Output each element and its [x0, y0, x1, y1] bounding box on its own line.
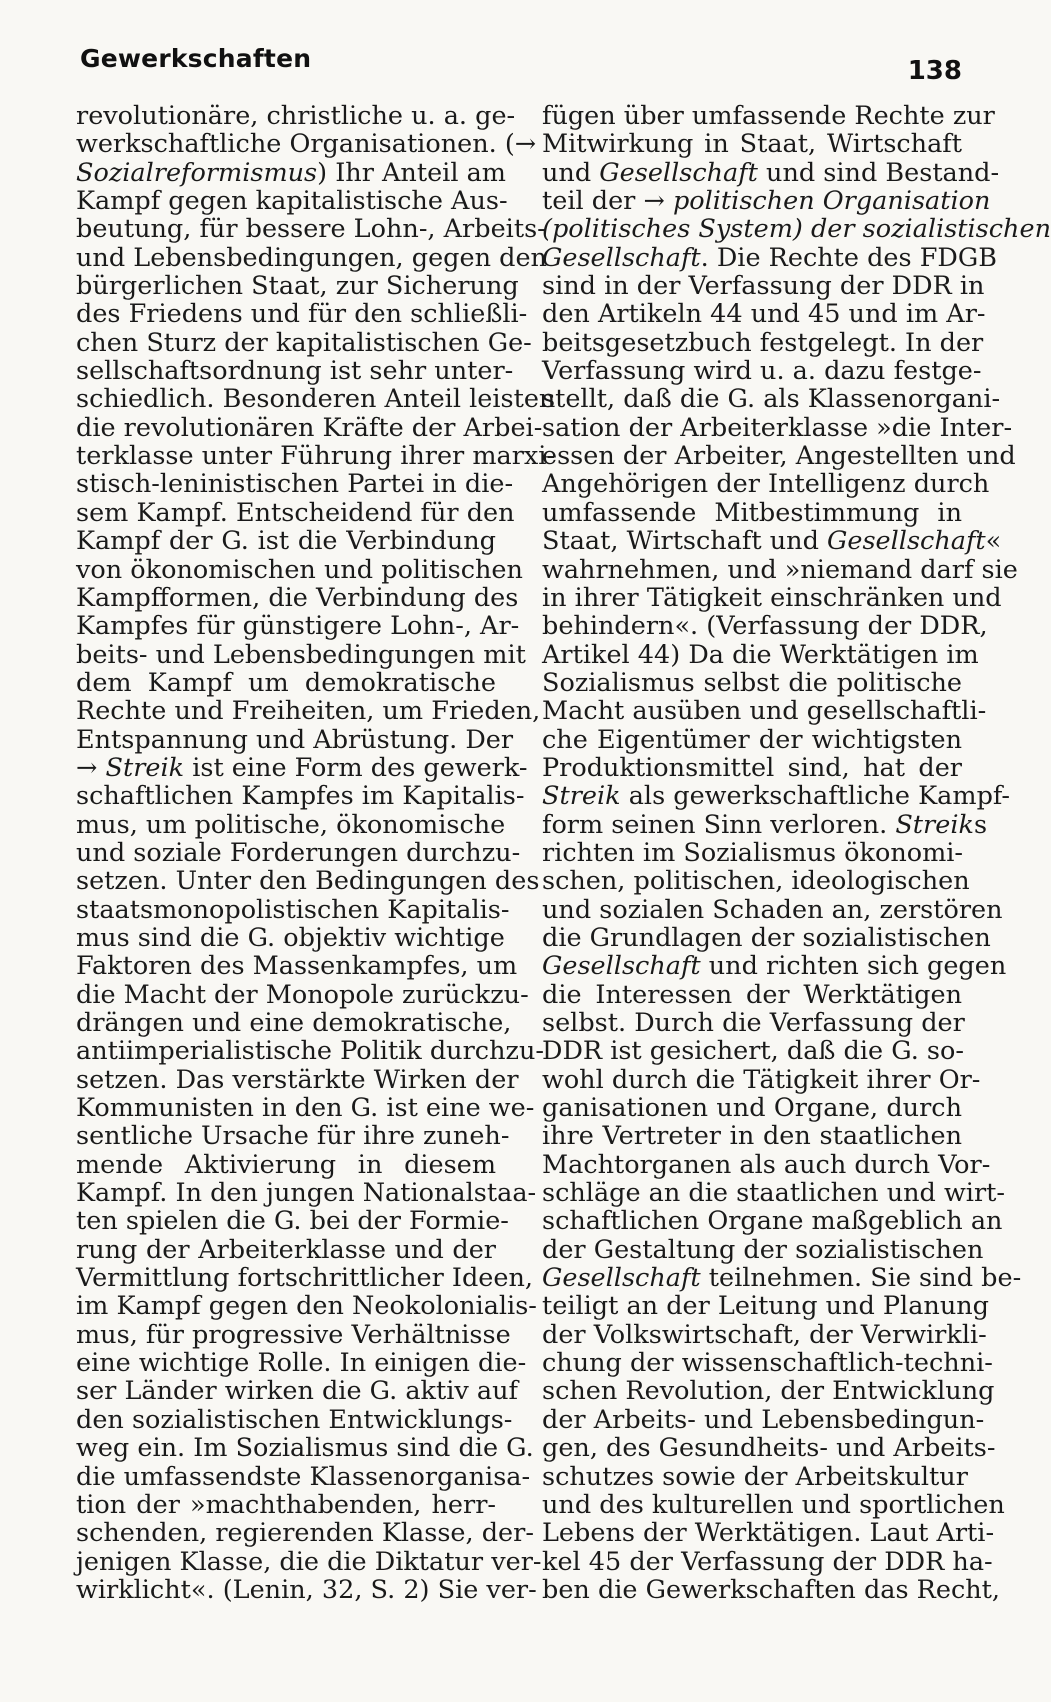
text-line: sellschaftsordnung ist sehr unter-: [76, 356, 514, 387]
text-line: schutzes sowie der Arbeitskultur: [542, 1461, 968, 1492]
text-line: wirklicht«. (Lenin, 32, S. 2) Sie ver-: [76, 1574, 537, 1605]
text-line: Staat, Wirtschaft und Gesellschaft«: [542, 526, 1002, 557]
text-line: Macht ausüben und gesellschaftli-: [542, 696, 987, 727]
text-line: und sozialen Schaden an, zerstören: [542, 894, 1003, 925]
text-line: beutung, für bessere Lohn-, Arbeits-: [76, 214, 546, 245]
text-line: bürgerlichen Staat, zur Sicherung: [76, 271, 519, 302]
text-line: tion der »machthabenden, herr-: [76, 1489, 496, 1520]
text-line: ben die Gewerkschaften das Recht,: [542, 1574, 1001, 1605]
text-line: richten im Sozialismus ökonomi-: [542, 837, 964, 868]
text-line: Faktoren des Massenkampfes, um: [76, 951, 518, 982]
text-line: schiedlich. Besonderen Anteil leisten: [76, 384, 556, 415]
text-line: schen Revolution, der Entwicklung: [542, 1376, 995, 1407]
text-line: weg ein. Im Sozialismus sind die G.: [76, 1433, 534, 1464]
text-line: Produktionsmittel sind, hat der: [542, 752, 962, 783]
text-line: den sozialistischen Entwicklungs-: [76, 1404, 513, 1435]
text-line: schläge an die staatlichen und wirt-: [542, 1178, 1006, 1209]
text-line: teil der → politischen Organisation: [542, 186, 991, 217]
text-line: ihre Vertreter in den staatlichen: [542, 1121, 962, 1152]
text-line: drängen und eine demokratische,: [76, 1008, 512, 1038]
text-line: Gesellschaft. Die Rechte des FDGB: [542, 242, 997, 273]
text-line: mende Aktivierung in diesem: [76, 1149, 496, 1180]
text-line: Kampf der G. ist die Verbindung: [76, 526, 496, 557]
text-line: Kommunisten in den G. ist eine we-: [76, 1093, 535, 1124]
page-number: 138: [907, 56, 962, 86]
text-line: essen der Arbeiter, Angestellten und: [542, 441, 1016, 472]
text-line: Kampf gegen kapitalistische Aus-: [76, 186, 508, 217]
running-head: Gewerkschaften: [80, 44, 312, 73]
text-line: die revolutionären Kräfte der Arbei-: [76, 412, 543, 443]
text-line: der Gestaltung der sozialistischen: [542, 1234, 984, 1265]
text-line: revolutionäre, christliche u. a. ge-: [76, 101, 516, 131]
text-line: Machtorganen als auch durch Vor-: [542, 1149, 991, 1180]
text-line: ganisationen und Organe, durch: [542, 1093, 962, 1124]
text-line: die Macht der Monopole zurückzu-: [76, 979, 529, 1010]
text-line: Rechte und Freiheiten, um Frieden,: [76, 696, 541, 727]
text-line: beitsgesetzbuch festgelegt. In der: [542, 327, 984, 358]
text-line: setzen. Das verstärkte Wirken der: [76, 1064, 519, 1095]
text-line: rung der Arbeiterklasse und der: [76, 1234, 496, 1265]
text-line: Lebens der Werktätigen. Laut Arti-: [542, 1518, 995, 1549]
text-line: eine wichtige Rolle. In einigen die-: [76, 1348, 527, 1379]
text-column-right: [542, 101, 1051, 1605]
text-line: Gesellschaft und richten sich gegen: [542, 951, 1007, 982]
text-line: wohl durch die Tätigkeit ihrer Or-: [542, 1064, 981, 1095]
text-line: mus sind die G. objektiv wichtige: [76, 922, 505, 953]
text-line: der Arbeits- und Lebensbedingun-: [542, 1404, 985, 1435]
text-line: Verfassung wird u. a. dazu festge-: [542, 356, 982, 387]
text-line: stisch-leninistischen Partei in die-: [76, 469, 514, 500]
text-line: kel 45 der Verfassung der DDR ha-: [542, 1546, 993, 1577]
text-line: sind in der Verfassung der DDR in: [542, 271, 985, 302]
text-column-left: [76, 101, 556, 1605]
text-line: Entspannung und Abrüstung. Der: [76, 724, 514, 755]
text-line: werkschaftliche Organisationen. (→: [76, 129, 537, 160]
text-line: mus, um politische, ökonomische: [76, 809, 506, 840]
text-line: im Kampf gegen den Neokolonialis-: [76, 1291, 537, 1322]
text-line: chung der wissenschaftlich-techni-: [542, 1348, 993, 1379]
text-line: terklasse unter Führung ihrer marxi-: [76, 441, 556, 472]
text-line: und soziale Forderungen durchzu-: [76, 837, 521, 868]
text-line: schen, politischen, ideologischen: [542, 866, 970, 897]
text-line: umfassende Mitbestimmung in: [542, 497, 962, 528]
text-line: der Volkswirtschaft, der Verwirkli-: [542, 1319, 987, 1350]
text-line: die Grundlagen der sozialistischen: [542, 922, 991, 953]
text-line: antiimperialistische Politik durchzu-: [76, 1036, 544, 1067]
text-line: behindern«. (Verfassung der DDR,: [542, 611, 988, 642]
text-line: staatsmonopolistischen Kapitalis-: [76, 894, 510, 925]
text-line: Kampfes für günstigere Lohn-, Ar-: [76, 611, 520, 642]
text-line: Angehörigen der Intelligenz durch: [542, 469, 990, 500]
text-line: stellt, daß die G. als Klassenorgani-: [542, 384, 1001, 415]
text-line: teiligt an der Leitung und Planung: [542, 1291, 990, 1322]
text-line: (politisches System) der sozialistischen: [542, 214, 1051, 245]
text-line: sentliche Ursache für ihre zuneh-: [76, 1121, 510, 1152]
text-line: schenden, regierenden Klasse, der-: [76, 1518, 534, 1549]
text-line: von ökonomischen und politischen: [76, 554, 523, 585]
text-line: setzen. Unter den Bedingungen des: [76, 866, 540, 897]
text-line: ten spielen die G. bei der Formie-: [76, 1206, 509, 1237]
text-line: jenigen Klasse, die die Diktatur ver-: [76, 1546, 542, 1577]
text-line: schaftlichen Organe maßgeblich an: [542, 1206, 1003, 1237]
text-line: Streik als gewerkschaftliche Kampf-: [542, 781, 1011, 812]
text-line: Artikel 44) Da die Werktätigen im: [542, 639, 979, 670]
text-line: sem Kampf. Entscheidend für den: [76, 497, 515, 528]
text-line: DDR ist gesichert, daß die G. so-: [542, 1036, 964, 1067]
text-line: die umfassendste Klassenorganisa-: [76, 1461, 531, 1492]
text-line: → Streik ist eine Form des gewerk-: [76, 752, 528, 783]
text-line: des Friedens und für den schließli-: [76, 299, 528, 330]
text-line: Gesellschaft teilnehmen. Sie sind be-: [542, 1263, 1022, 1294]
text-line: und Gesellschaft und sind Bestand-: [542, 157, 1000, 188]
text-line: form seinen Sinn verloren. Streiks: [542, 809, 988, 840]
text-line: fügen über umfassende Rechte zur: [542, 101, 995, 131]
text-line: und des kulturellen und sportlichen: [542, 1489, 1005, 1520]
text-line: beits- und Lebensbedingungen mit: [76, 639, 526, 670]
text-line: gen, des Gesundheits- und Arbeits-: [542, 1433, 996, 1464]
text-line: Mitwirkung in Staat, Wirtschaft: [542, 129, 962, 160]
text-line: wahrnehmen, und »niemand darf sie: [542, 554, 1018, 585]
text-line: ser Länder wirken die G. aktiv auf: [76, 1376, 518, 1407]
text-line: mus, für progressive Verhältnisse: [76, 1319, 511, 1350]
text-line: sation der Arbeiterklasse »die Inter-: [542, 412, 1013, 443]
text-line: Sozialismus selbst die politische: [542, 667, 962, 698]
text-line: schaftlichen Kampfes im Kapitalis-: [76, 781, 525, 812]
text-line: dem Kampf um demokratische: [76, 667, 496, 698]
text-line: und Lebensbedingungen, gegen den: [76, 242, 547, 273]
text-line: Sozialreformismus) Ihr Anteil am: [76, 157, 506, 188]
text-line: chen Sturz der kapitalistischen Ge-: [76, 327, 532, 358]
text-line: selbst. Durch die Verfassung der: [542, 1008, 965, 1038]
text-line: den Artikeln 44 und 45 und im Ar-: [542, 299, 986, 330]
text-line: Vermittlung fortschrittlicher Ideen,: [76, 1263, 533, 1294]
text-line: che Eigentümer der wichtigsten: [542, 724, 962, 755]
text-line: in ihrer Tätigkeit einschränken und: [542, 582, 1002, 613]
text-line: Kampfformen, die Verbindung des: [76, 582, 519, 613]
text-line: Kampf. In den jungen Nationalstaa-: [76, 1178, 537, 1209]
text-line: die Interessen der Werktätigen: [542, 979, 962, 1010]
